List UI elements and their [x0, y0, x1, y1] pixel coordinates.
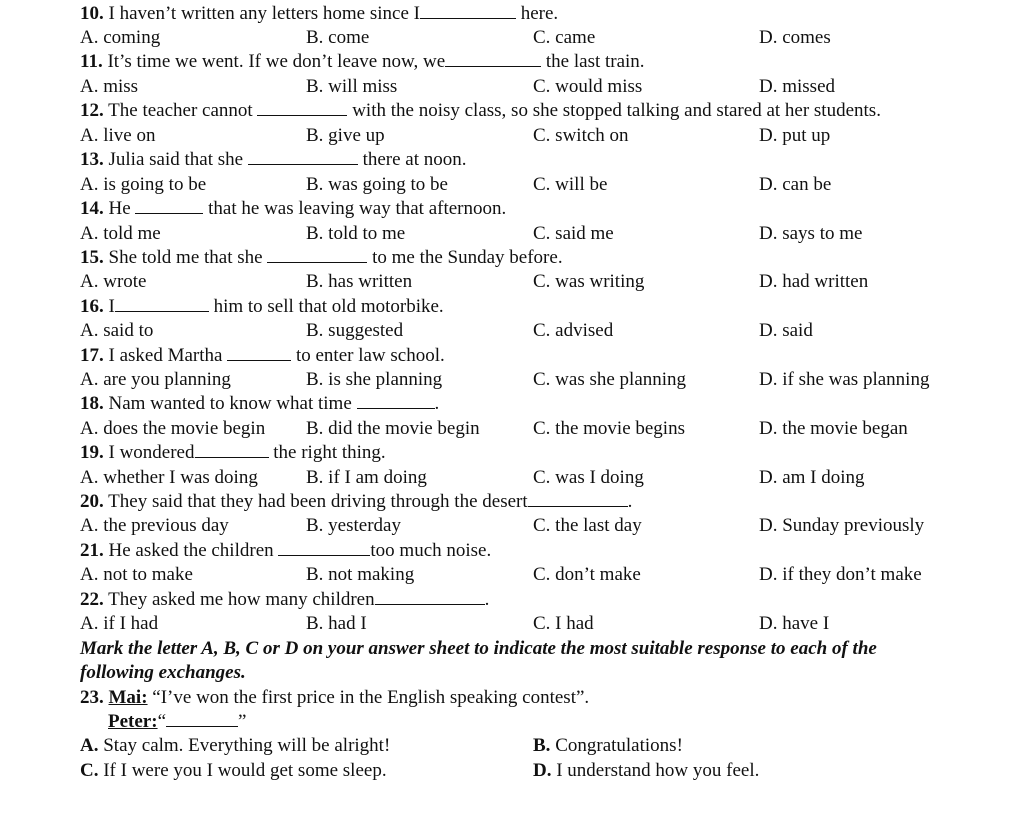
- question-text-end: .: [484, 589, 490, 610]
- question-text: I asked Martha: [108, 345, 223, 366]
- question-16: [80, 295, 444, 319]
- option-c: C. switch on: [533, 125, 629, 146]
- question-text: Julia said that she: [108, 149, 244, 170]
- question-text: I wondered: [108, 442, 195, 463]
- option-letter: C.: [80, 760, 99, 781]
- option-d: D. if they don’t make: [759, 564, 922, 585]
- section-instruction-cont: following exchanges.: [80, 662, 246, 683]
- option-d: D. can be: [759, 174, 832, 195]
- option-c: C. the movie begins: [533, 418, 685, 439]
- option-d: D. the movie began: [759, 418, 908, 439]
- option-d: D. comes: [759, 27, 831, 48]
- question-10: [80, 2, 558, 26]
- option-a: A. does the movie begin: [80, 418, 266, 439]
- question-text-end: there at noon.: [362, 149, 467, 170]
- option-b: B. had I: [306, 613, 367, 634]
- speaker-name: Peter:: [108, 711, 158, 732]
- question-18: [80, 392, 439, 416]
- question-13: [80, 148, 467, 172]
- answer-blank: [420, 2, 516, 19]
- option-c: C. was I doing: [533, 467, 644, 488]
- question-number: 16.: [80, 296, 104, 317]
- answer-blank: [195, 441, 269, 458]
- question-text-end: that he was leaving way that afternoon.: [208, 198, 507, 219]
- question-number: 20.: [80, 491, 104, 512]
- option-c: C. the last day: [533, 515, 642, 536]
- option-b: B. did the movie begin: [306, 418, 480, 439]
- question-number: 19.: [80, 442, 104, 463]
- question-text-end: to me the Sunday before.: [372, 247, 563, 268]
- option-c: C. don’t make: [533, 564, 641, 585]
- answer-blank: [528, 490, 628, 507]
- question-12: [80, 99, 881, 123]
- question-number: 21.: [80, 540, 104, 561]
- option-b: B. suggested: [306, 320, 404, 341]
- question-20: [80, 490, 632, 514]
- question-text: He asked the children: [108, 540, 274, 561]
- option-c: C. I had: [533, 613, 594, 634]
- option-c: C. came: [533, 27, 596, 48]
- option-c: [80, 759, 387, 783]
- question-15: [80, 246, 563, 270]
- option-letter: B.: [533, 735, 551, 756]
- question-text: The teacher cannot: [108, 100, 253, 121]
- question-text-end: him to sell that old motorbike.: [213, 296, 444, 317]
- option-b: [533, 734, 683, 758]
- section-instruction: Mark the letter A, B, C or D on your answer sheet to indicate the most suitable response to each of the: [80, 638, 877, 659]
- question-number: 10.: [80, 3, 104, 24]
- answer-blank: [166, 710, 238, 727]
- question-text-end: .: [627, 491, 633, 512]
- option-a: A. wrote: [80, 271, 147, 292]
- answer-blank: [115, 295, 209, 312]
- question-14: [80, 197, 506, 221]
- option-c: C. would miss: [533, 76, 643, 97]
- option-a: A. are you planning: [80, 369, 231, 390]
- question-number: 11.: [80, 51, 103, 72]
- option-c: C. will be: [533, 174, 608, 195]
- question-19: [80, 441, 386, 465]
- question-text: He: [108, 198, 131, 219]
- option-d: D. have I: [759, 613, 830, 634]
- option-c: C. was she planning: [533, 369, 687, 390]
- question-number: 13.: [80, 149, 104, 170]
- answer-blank: [248, 148, 358, 165]
- question-number: 23.: [80, 687, 104, 708]
- option-c: C. said me: [533, 223, 614, 244]
- option-d: D. Sunday previously: [759, 515, 925, 536]
- speaker-name: Mai:: [108, 687, 148, 708]
- option-a: A. not to make: [80, 564, 193, 585]
- question-text-end: to enter law school.: [295, 345, 445, 366]
- answer-blank: [445, 50, 541, 67]
- option-text: Congratulations!: [555, 735, 683, 756]
- option-b: B. told to me: [306, 223, 406, 244]
- option-a: A. coming: [80, 27, 161, 48]
- open-quote: “: [157, 711, 166, 732]
- option-a: A. is going to be: [80, 174, 207, 195]
- question-text: It’s time we went. If we don’t leave now, we: [107, 51, 446, 72]
- answer-blank: [375, 588, 485, 605]
- option-b: B. yesterday: [306, 515, 401, 536]
- option-d: D. said: [759, 320, 813, 341]
- option-d: D. put up: [759, 125, 831, 146]
- option-b: B. not making: [306, 564, 415, 585]
- option-b: B. is she planning: [306, 369, 443, 390]
- speaker-line: “I’ve won the first price in the English speaking contest”.: [152, 687, 590, 708]
- question-text-end: with the noisy class, so she stopped talking and stared at her students.: [352, 100, 881, 121]
- answer-blank: [357, 392, 435, 409]
- question-text: Nam wanted to know what time: [108, 393, 352, 414]
- answer-blank: [227, 344, 291, 361]
- question-text: I haven’t written any letters home since I: [108, 3, 420, 24]
- option-b: B. was going to be: [306, 174, 448, 195]
- option-b: B. will miss: [306, 76, 398, 97]
- option-c: C. was writing: [533, 271, 645, 292]
- question-text: They asked me how many children: [108, 589, 375, 610]
- answer-blank: [257, 99, 347, 116]
- option-d: [533, 759, 759, 783]
- question-text-end: too much noise.: [370, 540, 492, 561]
- option-a: A. told me: [80, 223, 161, 244]
- question-text: They said that they had been driving through the desert: [108, 491, 528, 512]
- option-a: A. if I had: [80, 613, 159, 634]
- question-text: She told me that she: [108, 247, 263, 268]
- option-b: B. if I am doing: [306, 467, 427, 488]
- option-letter: A.: [80, 735, 99, 756]
- option-d: D. missed: [759, 76, 835, 97]
- option-d: D. am I doing: [759, 467, 865, 488]
- question-11: [80, 50, 645, 74]
- question-text-end: .: [434, 393, 440, 414]
- question-text-end: the last train.: [545, 51, 645, 72]
- question-17: [80, 344, 445, 368]
- option-a: A. miss: [80, 76, 139, 97]
- question-number: 17.: [80, 345, 104, 366]
- option-text: If I were you I would get some sleep.: [103, 760, 387, 781]
- question-text-end: here.: [520, 3, 559, 24]
- question-text-end: the right thing.: [273, 442, 386, 463]
- option-c: C. advised: [533, 320, 614, 341]
- question-21: [80, 539, 491, 563]
- option-a: A. the previous day: [80, 515, 229, 536]
- option-letter: D.: [533, 760, 552, 781]
- close-quote: ”: [238, 711, 247, 732]
- option-b: B. come: [306, 27, 370, 48]
- option-b: B. has written: [306, 271, 413, 292]
- option-a: [80, 734, 390, 758]
- option-text: Stay calm. Everything will be alright!: [103, 735, 391, 756]
- question-number: 18.: [80, 393, 104, 414]
- question-23: [80, 686, 589, 710]
- option-a: A. whether I was doing: [80, 467, 258, 488]
- option-a: A. said to: [80, 320, 154, 341]
- question-number: 15.: [80, 247, 104, 268]
- question-22: [80, 588, 489, 612]
- option-a: A. live on: [80, 125, 156, 146]
- option-b: B. give up: [306, 125, 385, 146]
- question-number: 12.: [80, 100, 104, 121]
- answer-blank: [267, 246, 367, 263]
- answer-blank: [278, 539, 370, 556]
- option-d: D. had written: [759, 271, 869, 292]
- answer-blank: [135, 197, 203, 214]
- option-d: D. if she was planning: [759, 369, 930, 390]
- option-text: I understand how you feel.: [556, 760, 760, 781]
- response-line: [108, 710, 246, 734]
- question-number: 22.: [80, 589, 104, 610]
- question-text: I: [108, 296, 115, 317]
- option-d: D. says to me: [759, 223, 863, 244]
- question-number: 14.: [80, 198, 104, 219]
